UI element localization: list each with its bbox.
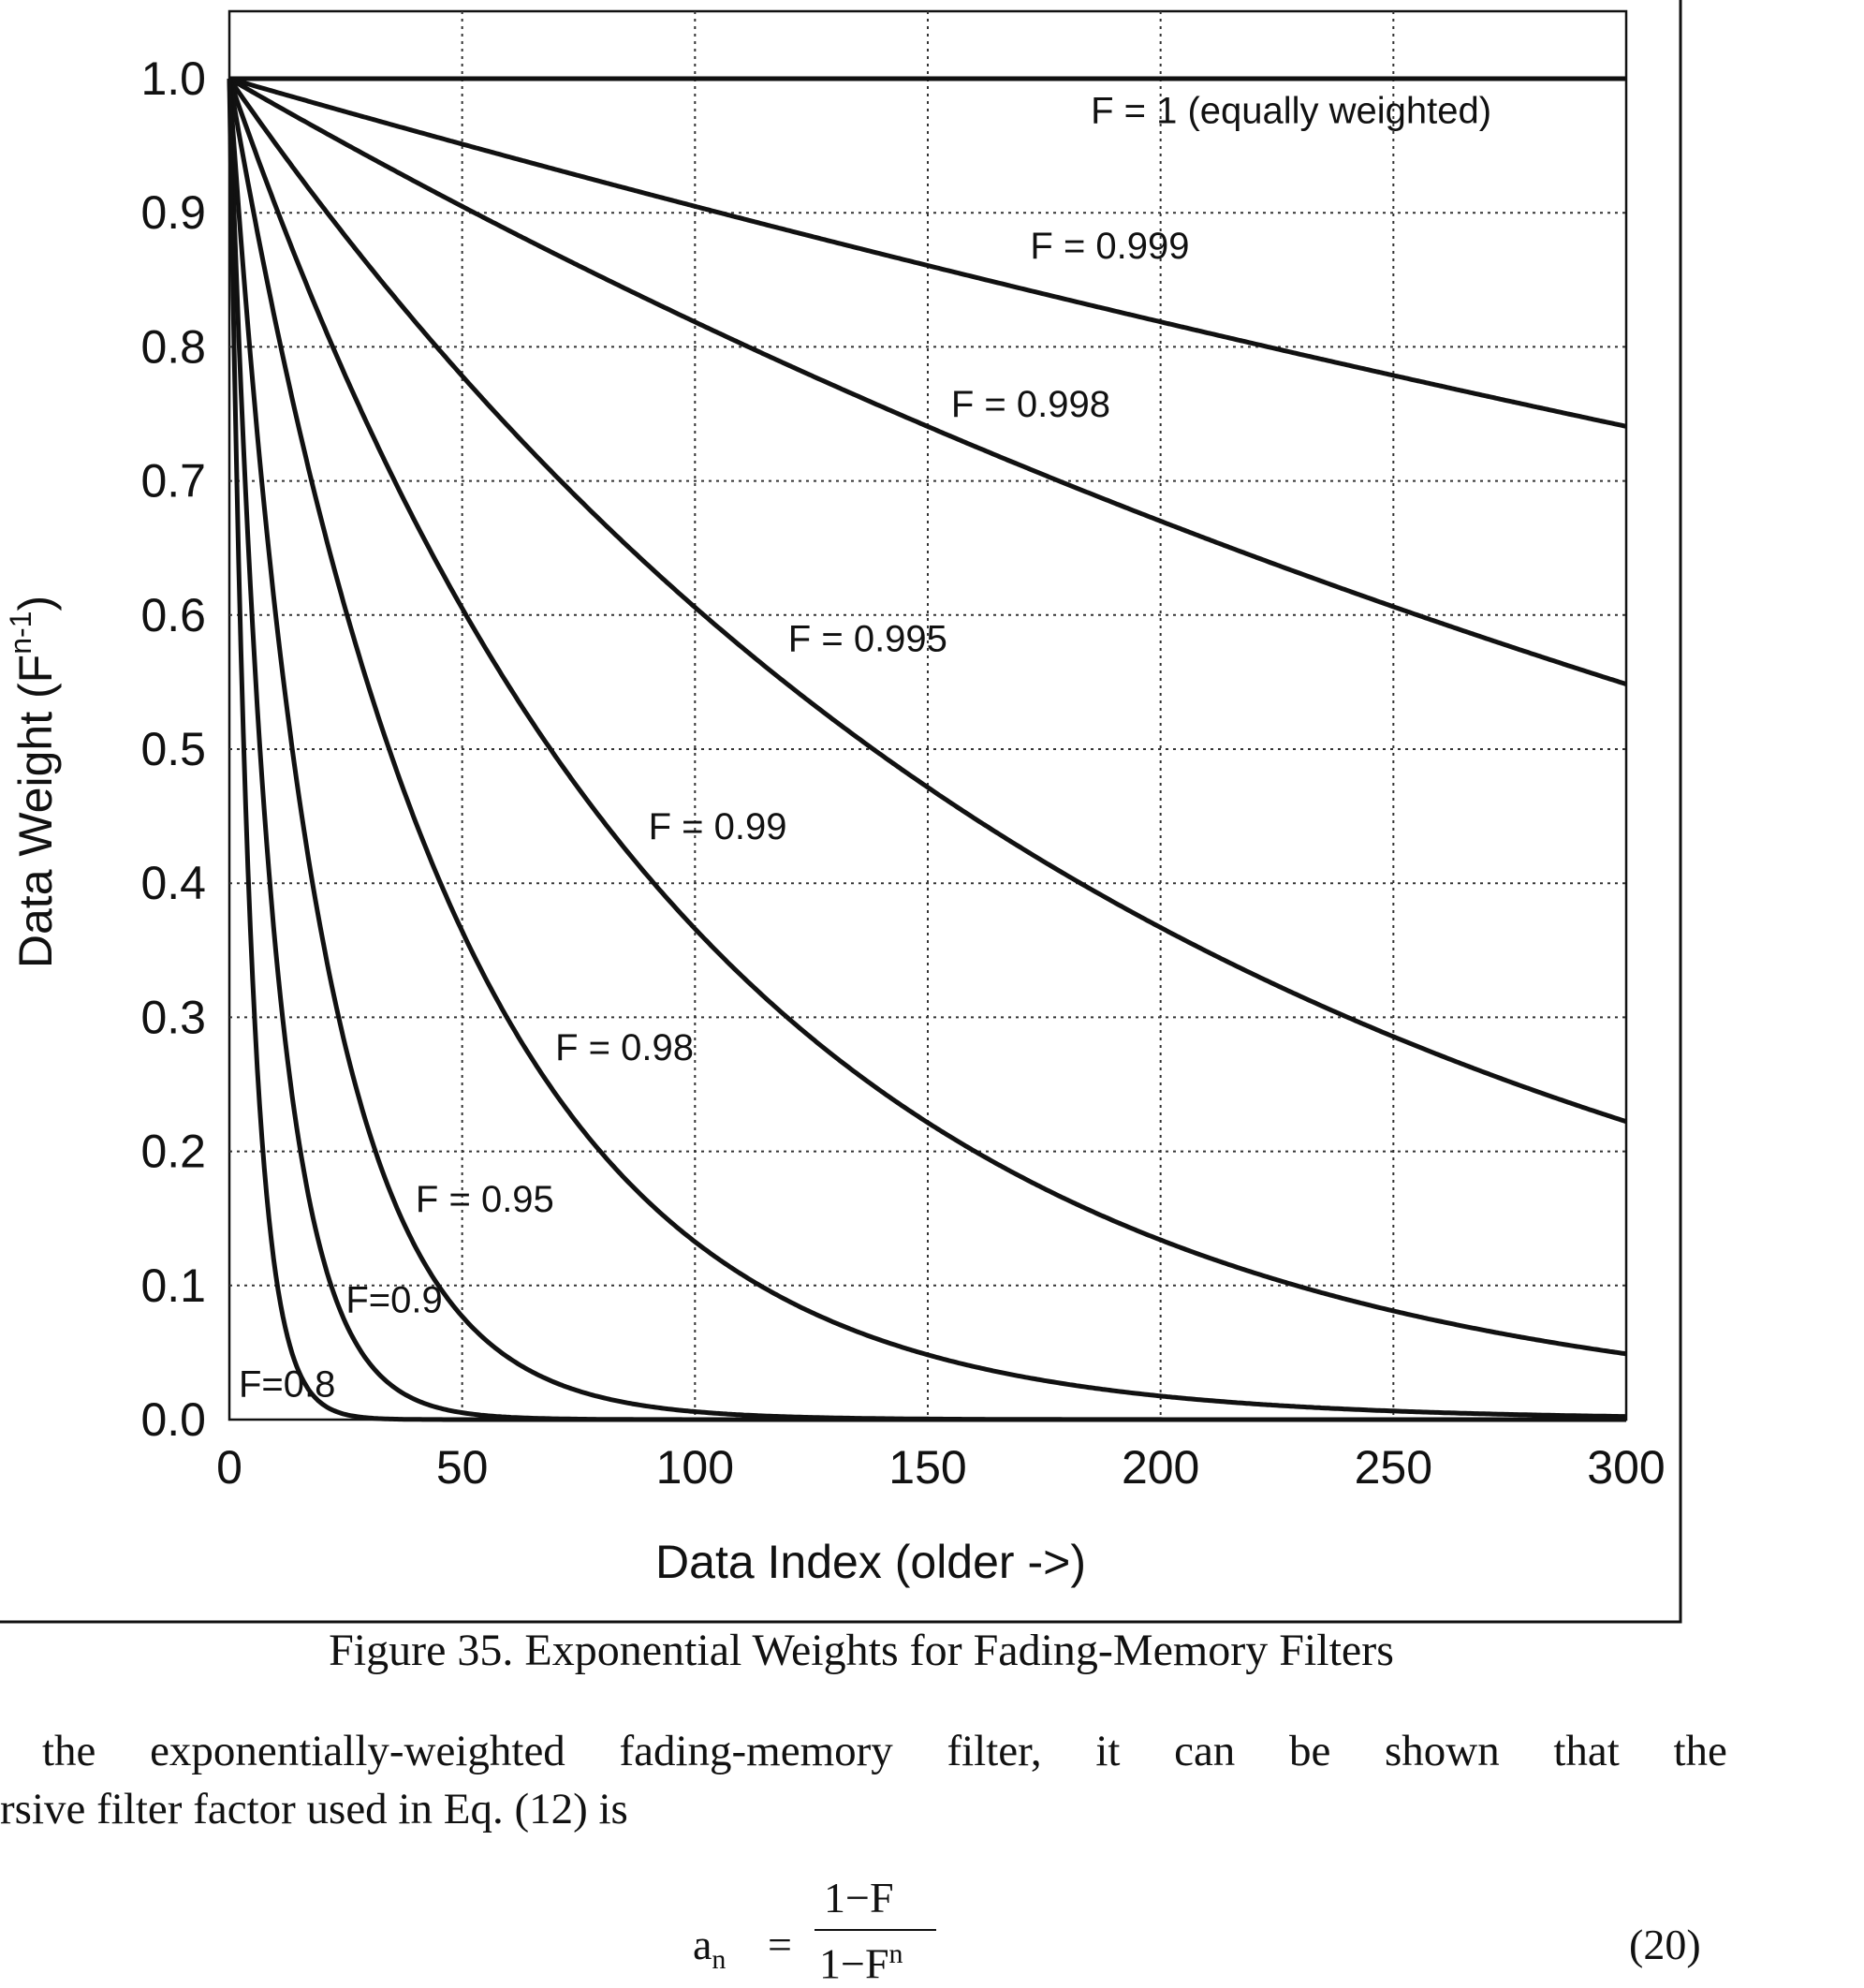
eq-fraction-bar	[815, 1929, 936, 1931]
x-tick-label: 300	[1587, 1441, 1666, 1494]
y-tick-label: 0.8	[140, 320, 206, 374]
eq-number: (20)	[1629, 1921, 1701, 1968]
x-tick-label: 250	[1354, 1441, 1433, 1494]
curve-label: F = 0.995	[787, 618, 947, 660]
paragraph-line-2: rsive filter factor used in Eq. (12) is	[0, 1785, 628, 1833]
eq-numerator: 1−F	[824, 1874, 894, 1922]
curve-labels	[239, 90, 1491, 1405]
y-axis-label: Data Weight $(F^{n-1})$	[4, 595, 62, 969]
word: filter,	[947, 1727, 1042, 1775]
curve-label: F = 0.98	[555, 1027, 695, 1069]
y-tick-label: 0.6	[140, 588, 206, 641]
word: the	[42, 1727, 96, 1775]
y-tick-label: 0.9	[140, 186, 206, 240]
y-tick-label: 0.2	[140, 1125, 206, 1178]
y-tick-label: 0.0	[140, 1393, 206, 1446]
x-tick-label: 150	[888, 1441, 967, 1494]
eq-equals: =	[768, 1921, 792, 1968]
word: the	[1673, 1727, 1727, 1775]
x-tick-labels	[216, 1441, 1666, 1494]
x-tick-label: 0	[216, 1441, 242, 1494]
word: shown	[1384, 1727, 1500, 1775]
curve-label: F = 0.999	[1030, 225, 1190, 267]
word: that	[1553, 1727, 1620, 1775]
curve-label: F = 0.95	[415, 1179, 554, 1221]
x-tick-label: 50	[435, 1441, 489, 1494]
word: can	[1174, 1727, 1236, 1775]
y-tick-label: 0.1	[140, 1259, 206, 1312]
y-tick-label: 0.5	[140, 723, 206, 775]
curve-label: F=0.8	[238, 1363, 336, 1406]
eq-denominator: $1-F^n$	[819, 1938, 903, 1988]
y-tick-labels	[140, 52, 206, 1446]
word: exponentially-weighted	[150, 1727, 565, 1775]
eq-lhs: $a_n$	[693, 1921, 727, 1976]
y-tick-label: 1.0	[140, 52, 206, 105]
x-tick-label: 200	[1121, 1441, 1200, 1494]
curve-label: F = 0.99	[648, 805, 787, 847]
paragraph-line-1	[42, 1723, 1727, 1779]
word: be	[1288, 1727, 1331, 1775]
y-tick-label: 0.4	[140, 857, 206, 910]
curve-label: F=0.9	[345, 1279, 443, 1321]
curve-label: F = 0.998	[950, 383, 1110, 425]
y-tick-label: 0.7	[140, 454, 206, 508]
x-tick-label: 100	[655, 1441, 735, 1494]
curve-label: F = 1 (equally weighted)	[1091, 90, 1492, 132]
word: it	[1095, 1727, 1121, 1775]
figure-caption: Figure 35. Exponential Weights for Fading-Memory Filters	[329, 1626, 1394, 1675]
y-tick-label: 0.3	[140, 991, 206, 1044]
word: fading-memory	[619, 1727, 893, 1775]
x-axis-label: Data Index (older ->)	[655, 1536, 1086, 1588]
